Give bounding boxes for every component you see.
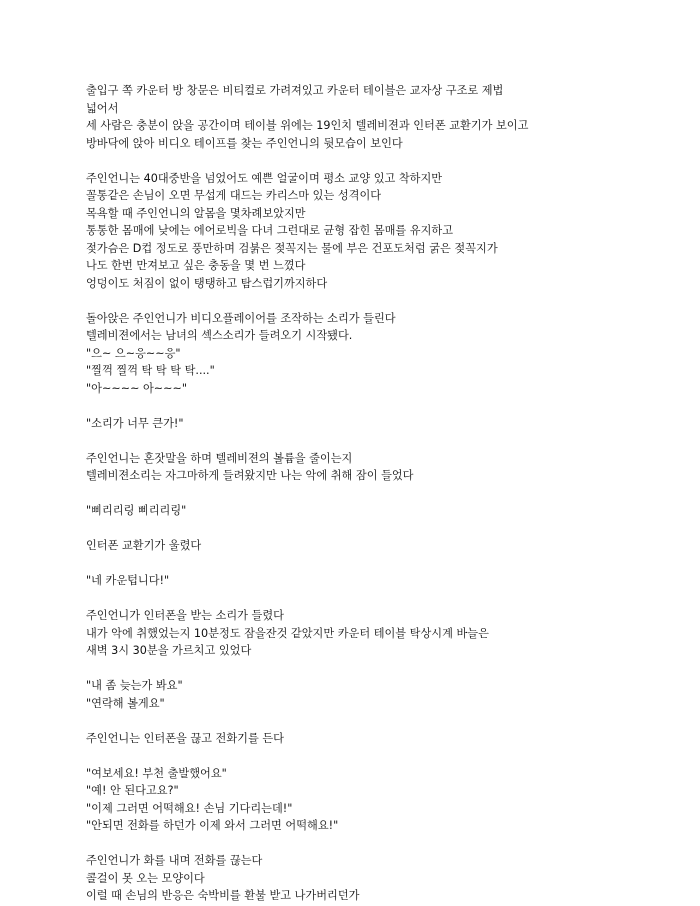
text-line: 인터폰 교환기가 울렸다 bbox=[86, 539, 202, 552]
blank-line bbox=[86, 520, 646, 538]
text-line: "찔꺽 찔꺽 탁 탁 탁 탁...." bbox=[86, 364, 215, 377]
text-line: 주인언니는 40대중반을 넘었어도 예쁜 얼굴이며 평소 교양 있고 착하지만 bbox=[86, 171, 443, 185]
text-line: 통통한 몸매에 낮에는 에어로빅을 다녀 그런대로 균형 잡힌 몸매를 유지하고 bbox=[86, 224, 454, 237]
blank-line bbox=[86, 397, 646, 415]
text-line: 엉덩이도 처짐이 없이 탱탱하고 탐스럽기까지하다 bbox=[86, 276, 328, 290]
text-line: 주인언니는 혼잣말을 하며 텔레비젼의 볼륨을 줄이는지 bbox=[86, 451, 353, 465]
text-line: 내가 악에 취했었는지 10분정도 잠을잔것 같았지만 카운터 테이블 탁상시계 바늘은 bbox=[86, 626, 489, 640]
text-line: "예! 안 된다고요?" bbox=[86, 784, 179, 797]
text-line: 출입구 쪽 카운터 방 창문은 비티컬로 가려져있고 카운터 테이블은 교자상 구조로 제법 bbox=[86, 84, 504, 97]
text-line: 방바닥에 앉아 비디오 테이프를 찾는 주인언니의 뒷모습이 보인다 bbox=[86, 136, 403, 150]
story-text bbox=[86, 82, 646, 905]
text-line: "네 카운텁니다!" bbox=[86, 574, 170, 587]
text-line: "안되면 전화를 하던가 이제 와서 그러면 어떡해요!" bbox=[86, 819, 339, 832]
text-line: 콜걸이 못 오는 모양이다 bbox=[86, 871, 205, 885]
blank-line bbox=[86, 835, 646, 853]
text-line: 주인언니가 화를 내며 전화를 끊는다 bbox=[86, 854, 263, 867]
text-line: "아~~~~ 아~~~" bbox=[86, 381, 188, 395]
blank-line bbox=[86, 747, 646, 765]
text-line: "여보세요! 부천 출발했어요" bbox=[86, 766, 227, 780]
blank-line bbox=[86, 712, 646, 730]
text-line: "소리가 너무 큰가!" bbox=[86, 416, 184, 430]
text-line: 돌아앉은 주인언니가 비디오플레이어를 조작하는 소리가 들린다 bbox=[86, 311, 396, 325]
text-line: 주인언니는 인터폰을 끊고 전화기를 든다 bbox=[86, 731, 284, 745]
blank-line bbox=[86, 590, 646, 608]
text-line: 꼴통같은 손님이 오면 무섭게 대드는 카리스마 있는 성격이다 bbox=[86, 189, 382, 202]
text-line: 이럴 때 손님의 반응은 숙박비를 환불 받고 나가버리던가 bbox=[86, 889, 360, 902]
text-line: 나도 한번 만져보고 싶은 충동을 몇 번 느꼈다 bbox=[86, 259, 306, 272]
blank-line bbox=[86, 660, 646, 678]
text-line: "삐리리링 삐리리링" bbox=[86, 504, 187, 517]
text-line: 텔레비젼소리는 자그마하게 들려왔지만 나는 악에 취해 잠이 들었다 bbox=[86, 469, 414, 482]
blank-line bbox=[86, 152, 646, 170]
text-line: 새벽 3시 30분을 가르치고 있었다 bbox=[86, 644, 252, 657]
blank-line bbox=[86, 485, 646, 503]
blank-line bbox=[86, 432, 646, 450]
text-line: "내 좀 늦는가 봐요" bbox=[86, 679, 183, 692]
text-line: "으~ 으~응~~응" bbox=[86, 346, 181, 360]
blank-line bbox=[86, 292, 646, 310]
text-line: 세 사람은 충분이 앉을 공간이며 테이블 위에는 19인치 텔레비젼과 인터폰 교환기가 보이고 bbox=[86, 119, 529, 132]
text-line: 젖가슴은 D컵 정도로 풍만하며 검붉은 젖꼭지는 물에 부은 건포도처럼 굵은 젖꼭지가 bbox=[86, 241, 498, 255]
text-line: 넓어서 bbox=[86, 101, 119, 115]
text-line: "연락해 볼게요" bbox=[86, 696, 165, 710]
text-line: 텔레비젼에서는 남녀의 섹스소리가 들려오기 시작됐다. bbox=[86, 329, 353, 342]
text-line: 주인언니가 인터폰을 받는 소리가 들렸다 bbox=[86, 609, 284, 622]
text-line: 목욕할 때 주인언니의 알몸을 몇차례보았지만 bbox=[86, 206, 306, 220]
blank-line bbox=[86, 555, 646, 573]
text-line: "이제 그러면 어떡해요! 손님 기다리는데!" bbox=[86, 801, 293, 815]
